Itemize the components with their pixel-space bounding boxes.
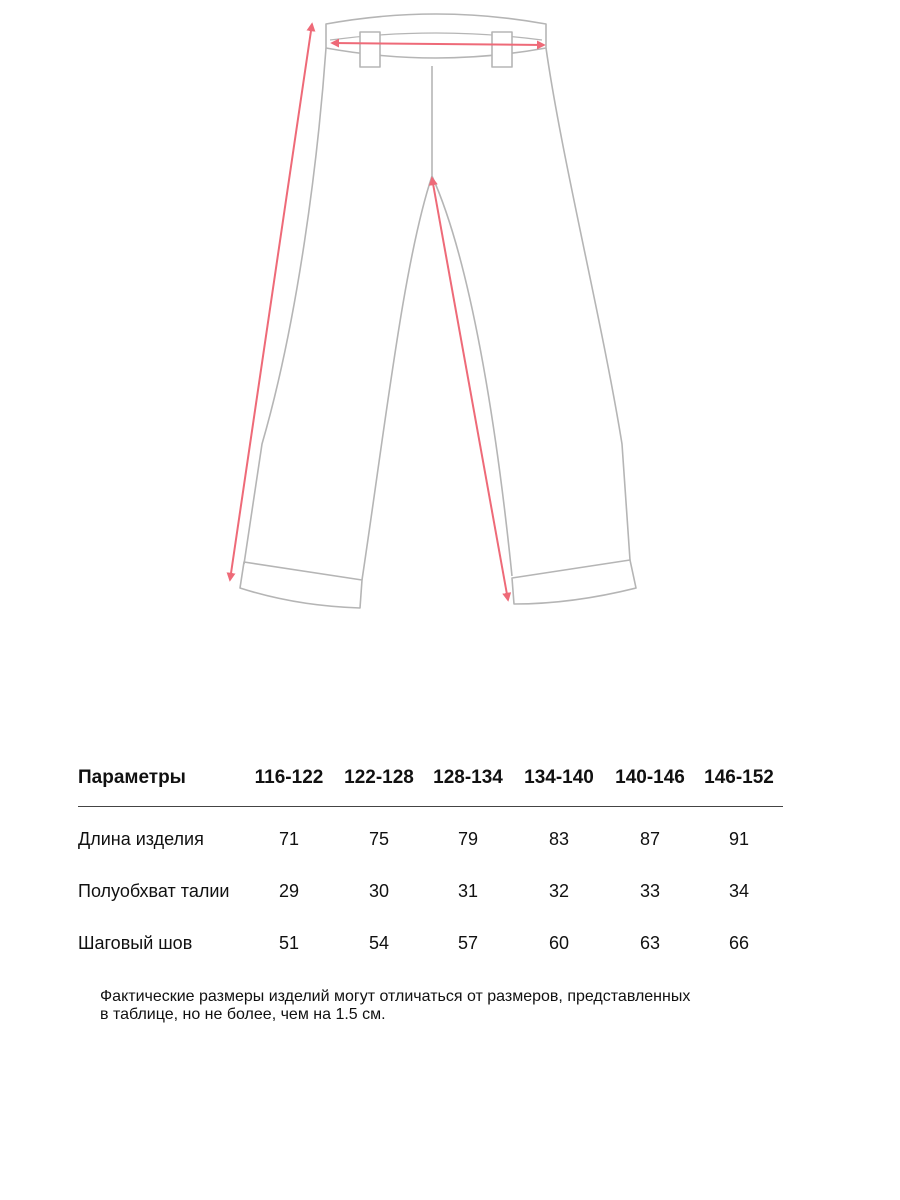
param-header: Параметры — [78, 760, 243, 807]
table-cell: 75 — [368, 828, 390, 849]
table-cell: 32 — [548, 880, 570, 901]
row-label: Длина изделия — [78, 828, 204, 849]
cuff-left — [240, 562, 362, 608]
belt-loop-left — [360, 32, 380, 67]
table-cell: 83 — [548, 828, 570, 849]
table-cell: 87 — [639, 828, 661, 849]
table-cell: 66 — [728, 932, 750, 953]
table-cell: 31 — [457, 880, 479, 901]
size-disclaimer-note — [100, 988, 790, 1024]
table-cell: 33 — [639, 880, 661, 901]
table-cell: 51 — [278, 932, 300, 953]
note-line-1: Фактические размеры изделий могут отличаться от размеров, представленных — [100, 988, 691, 1005]
length-arrow — [230, 24, 312, 580]
row-label: Полуобхват талии — [78, 880, 230, 901]
table-cell: 60 — [548, 932, 570, 953]
size-header: 122-128 — [335, 760, 423, 807]
size-header: 140-146 — [605, 760, 695, 807]
table-cell: 91 — [728, 828, 750, 849]
table-header-row — [78, 760, 783, 807]
table-cell: 71 — [278, 828, 300, 849]
inseam-arrow — [432, 178, 508, 600]
size-table — [78, 760, 783, 969]
note-line-2: в таблице, но не более, чем на 1.5 см. — [100, 1006, 386, 1023]
table-cell: 29 — [278, 880, 300, 901]
table-row — [78, 917, 783, 969]
size-header: 128-134 — [423, 760, 513, 807]
size-header: 146-152 — [695, 760, 783, 807]
pants-body — [244, 48, 630, 580]
table-cell: 63 — [639, 932, 661, 953]
table-cell: 57 — [457, 932, 479, 953]
waistband — [326, 14, 546, 58]
measurement-arrows — [230, 24, 544, 600]
table-cell: 34 — [728, 880, 750, 901]
cuff-right — [512, 560, 636, 604]
table-row — [78, 865, 783, 917]
size-header: 134-140 — [513, 760, 605, 807]
table-cell: 79 — [457, 828, 479, 849]
row-label: Шаговый шов — [78, 932, 193, 953]
table-cell: 54 — [368, 932, 390, 953]
table-cell: 30 — [368, 880, 390, 901]
table-row — [78, 807, 783, 866]
belt-loop-right — [492, 32, 512, 67]
size-header: 116-122 — [243, 760, 335, 807]
